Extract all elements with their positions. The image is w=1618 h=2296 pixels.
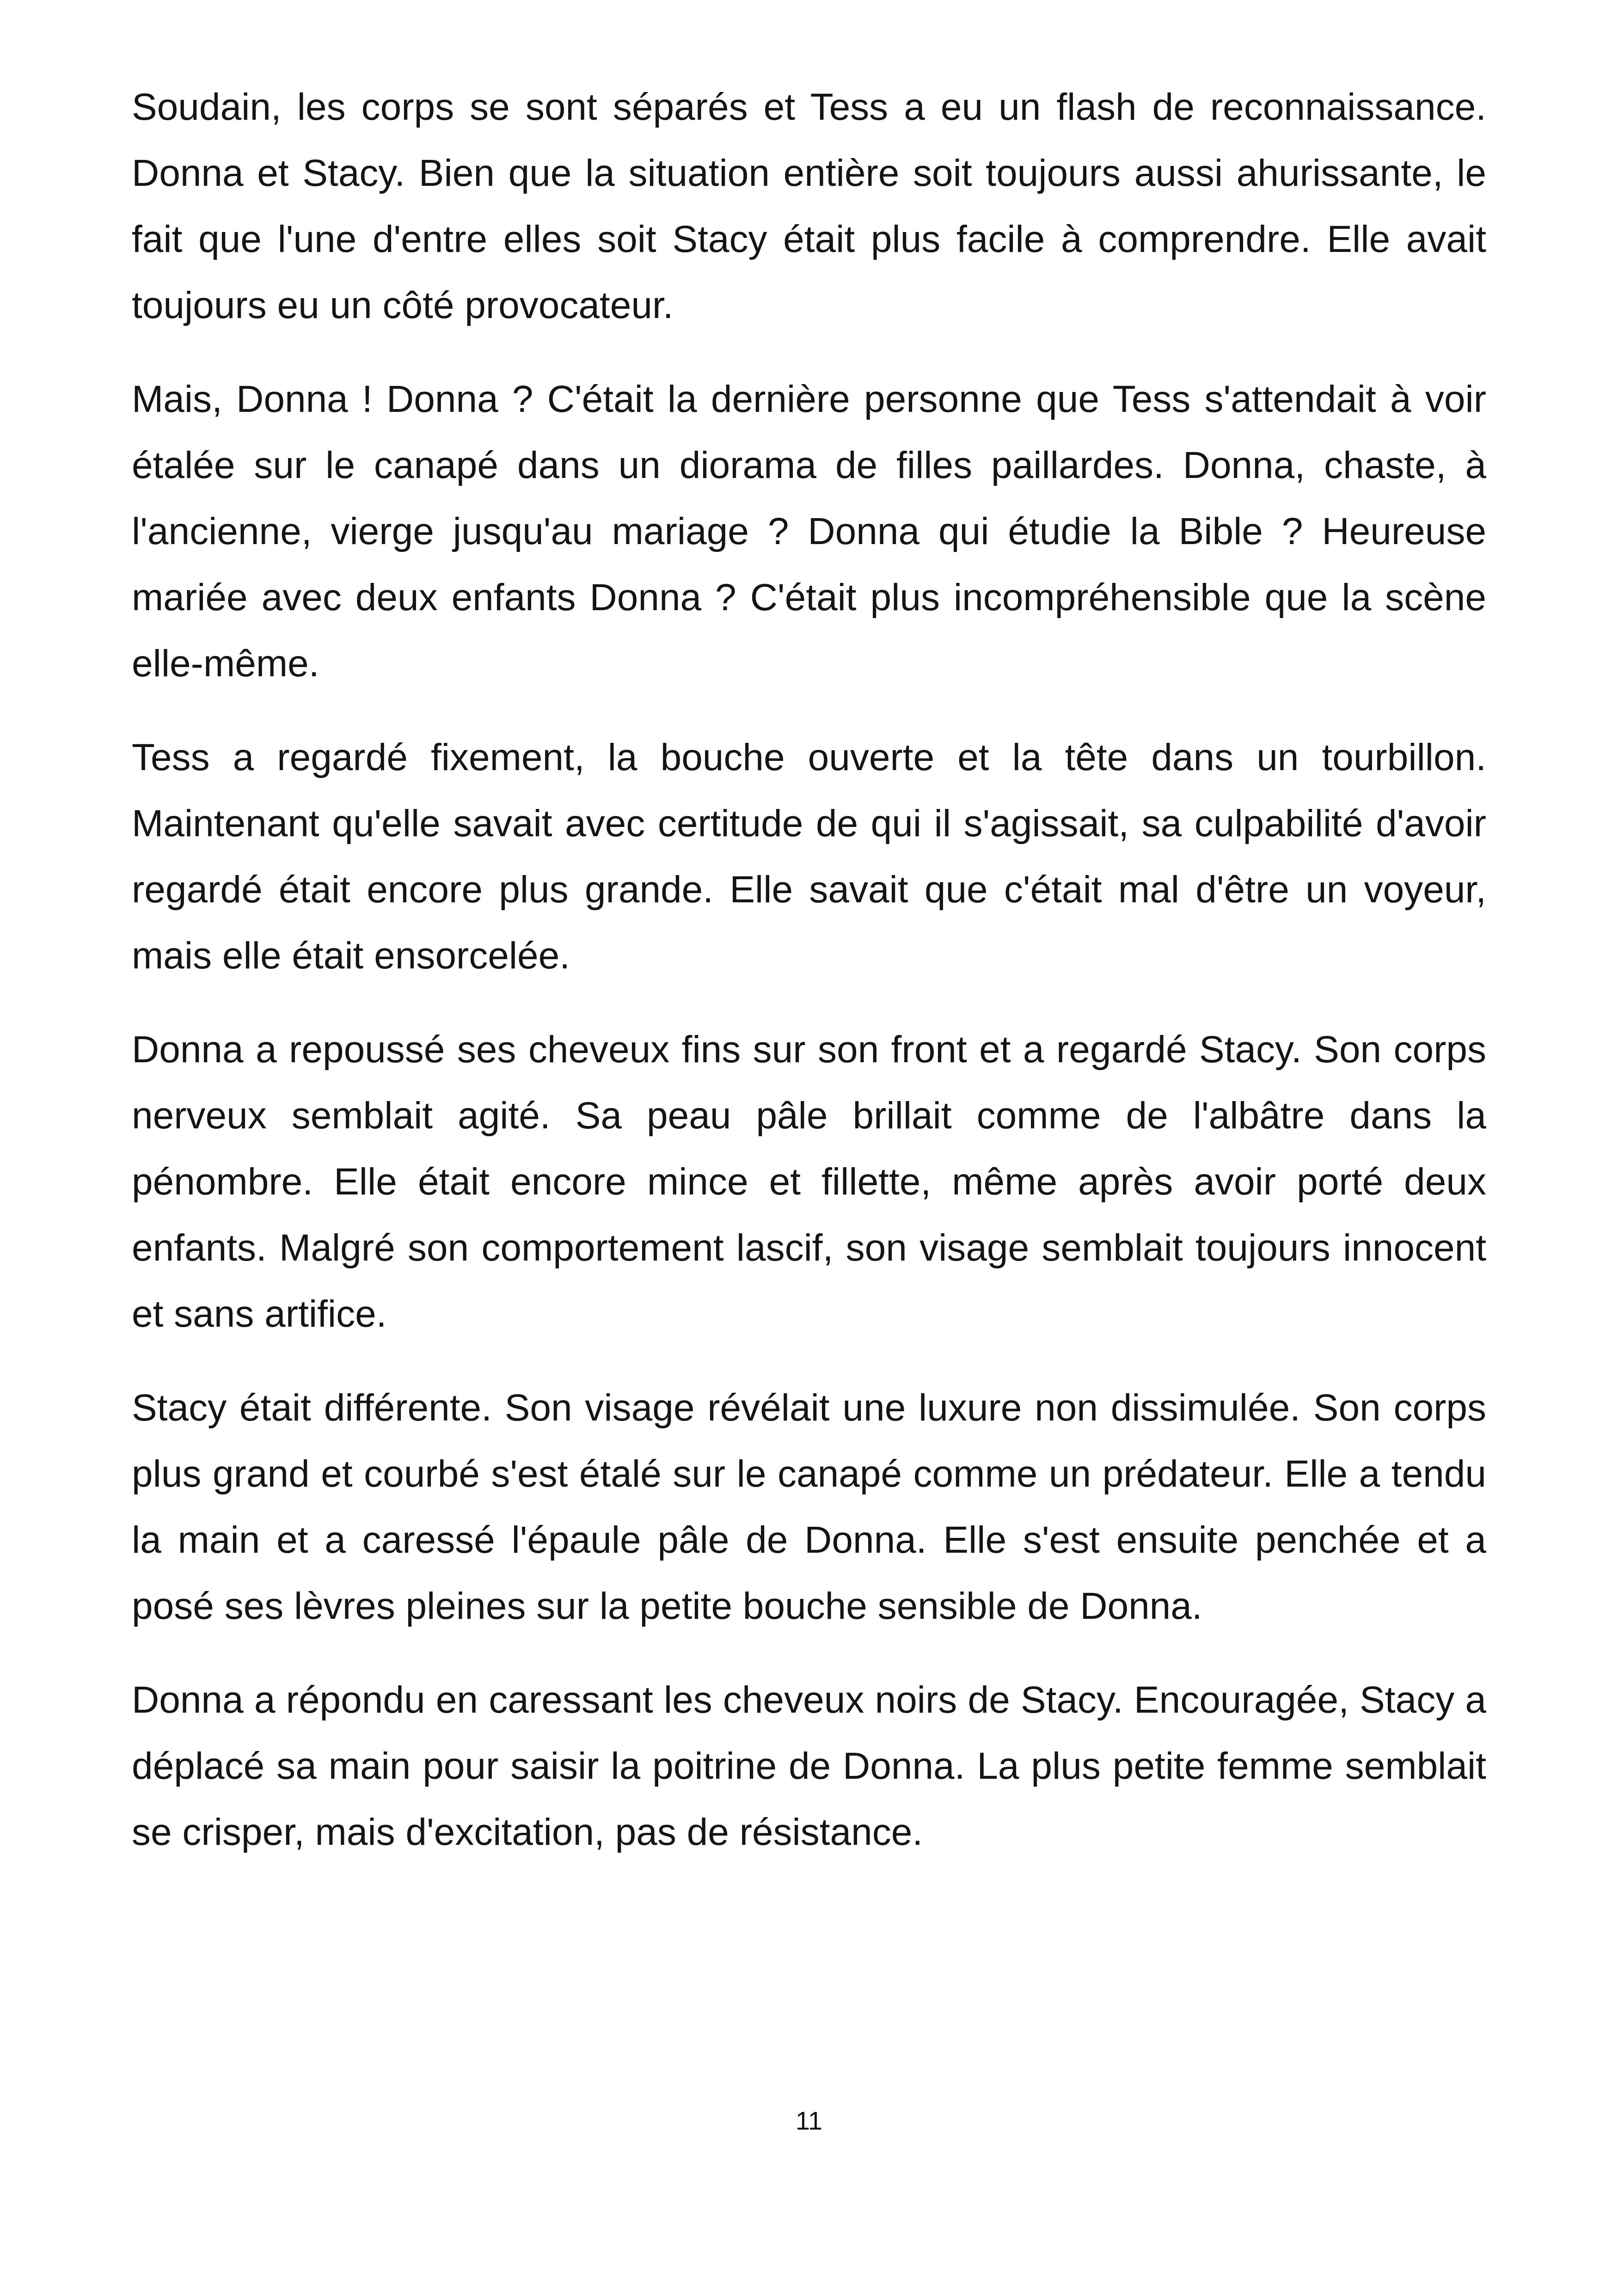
- text-body: [132, 74, 1486, 1893]
- paragraph-3: Tess a regardé fixement, la bouche ouverte et la tête dans un tourbillon. Maintenant qu'elle savait avec certitude de qui il s'agissait, sa culpabilité d'avoir regardé était encore plus grande. Elle savait que c'était mal d'être un voyeur, mais elle était ensorcelée.: [132, 736, 1486, 977]
- paragraph-2: Mais, Donna ! Donna ? C'était la dernière personne que Tess s'attendait à voir étalée sur le canapé dans un diorama de filles paillardes. Donna, chaste, à l'ancienne, vierge jusqu'au mariage ? Donna qui étudie la Bible ? Heureuse mariée avec deux enfants Donna ? C'était plus incompréhensible que la scène elle-même.: [132, 378, 1486, 685]
- page-number: 11: [795, 2106, 823, 2135]
- paragraph-6: Donna a répondu en caressant les cheveux noirs de Stacy. Encouragée, Stacy a déplacé sa main pour saisir la poitrine de Donna. La plus petite femme semblait se crisper, mais d'excitation, pas de résistance.: [132, 1679, 1486, 1853]
- paragraph-4: Donna a repoussé ses cheveux fins sur son front et a regardé Stacy. Son corps nerveux semblait agité. Sa peau pâle brillait comme de l'albâtre dans la pénombre. Elle était encore mince et fillette, même après avoir porté deux enfants. Malgré son comportement lascif, son visage semblait toujours innocent et sans artifice.: [132, 1029, 1486, 1335]
- paragraph-5: Stacy était différente. Son visage révélait une luxure non dissimulée. Son corps plus grand et courbé s'est étalé sur le canapé comme un prédateur. Elle a tendu la main et a caressé l'épaule pâle de Donna. Elle s'est ensuite penchée et a posé ses lèvres pleines sur la petite bouche sensible de Donna.: [132, 1387, 1486, 1627]
- paragraph-1: Soudain, les corps se sont séparés et Tess a eu un flash de reconnaissance. Donna et Stacy. Bien que la situation entière soit toujours aussi ahurissante, le fait que l'une d'entre elles soit Stacy était plus facile à comprendre. Elle avait toujours eu un côté provocateur.: [132, 86, 1486, 326]
